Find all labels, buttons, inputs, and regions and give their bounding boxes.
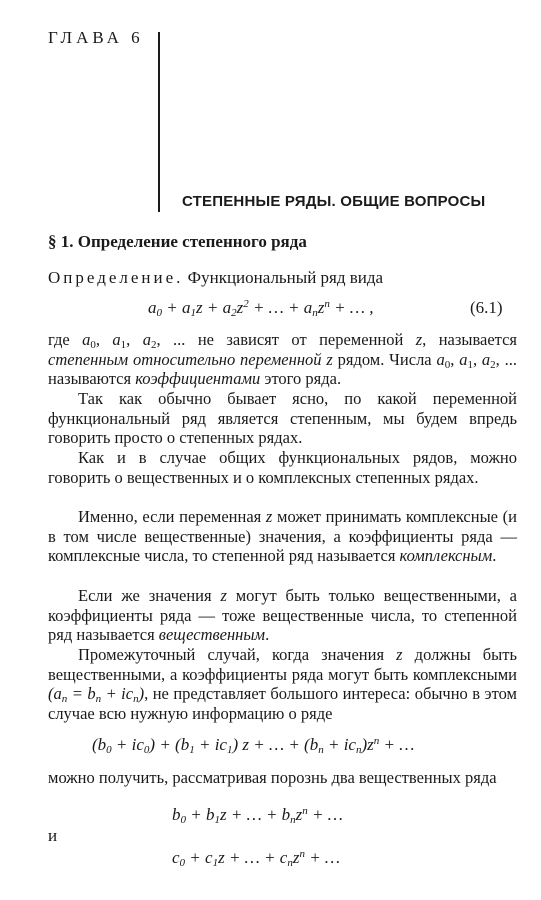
p1-emphasis-1: степенным относительно переменной z: [48, 349, 333, 369]
p6-text-a: Промежуточный случай, когда значения: [78, 645, 397, 664]
p5-emphasis: вещественным: [158, 625, 266, 645]
var-z: z: [265, 507, 273, 526]
p4-text-b: может принимать комплексные (и в том числе вещественные) значения, а коэффициенты ряда — комплексные числа, то степенной ряд называется: [48, 507, 517, 566]
p1-text-c: , называется: [422, 330, 518, 349]
paragraph-2: Так как обычно бывает ясно, по какой переменной функциональный ряд является степенным, мы будем впредь говорить просто о степенных рядах.: [48, 389, 517, 448]
var-z: z: [415, 330, 423, 349]
paragraph-4: [48, 507, 517, 566]
var-z: z: [220, 586, 227, 605]
equation-number: (6.1): [470, 298, 503, 317]
chapter-label: ГЛАВА 6: [48, 28, 144, 47]
formula-real-series-c: $c_0 + c_1z$ + … + $c_nz^n$ + …: [172, 848, 341, 869]
paragraph-5: [48, 586, 517, 645]
formula-6-1: $a_0 + a_1z + a_2z^2$ + … + $a_nz^n$ + … ,: [148, 298, 374, 319]
var-z: z: [396, 645, 403, 664]
definition-text: Функциональный ряд вида: [183, 268, 384, 287]
p6-text-c: , не представляет большого интереса: обычно в этом случае всю нужную информацию о ряде: [48, 684, 517, 723]
chapter-title: СТЕПЕННЫЕ РЯДЫ. ОБЩИЕ ВОПРОСЫ: [182, 193, 486, 210]
definition-line: [48, 268, 520, 287]
chapter-divider: [158, 32, 160, 212]
paragraph-6: Промежуточный случай, когда значения z должны быть вещественными, а коэффициенты ряда могут быть комплексными $(a_n = b_n + ic_n)$, не представляет большого интереса: обычно в этом случае всю нужную информацию о ряде: [48, 645, 517, 723]
section-heading: § 1. Определение степенного ряда: [48, 232, 307, 251]
paragraph-3: Как и в случае общих функциональных рядов, можно говорить о вещественных и о комплексных степенных рядах.: [48, 448, 517, 487]
paragraph-1: где $a_0$, $a_1$, $a_2$, ... не зависят от переменной z, называется степенным относительно переменной z рядом. Числа $a_0$, $a_1$, $a_2$, ... называются коэффициентами этого ряда.: [48, 330, 518, 389]
p4-text-a: Именно, если переменная: [78, 507, 266, 526]
p5-text-a: Если же значения: [78, 586, 221, 605]
p4-emphasis: комплексным: [399, 546, 493, 566]
p5-text-b: могут быть только вещественными, а коэффициенты ряда — тоже вещественные числа, то степенной ряд называется: [48, 586, 518, 645]
p1-text-d: рядом. Числа: [332, 349, 437, 369]
p1-text-b: , ... не зависят от переменной: [156, 330, 416, 349]
p4-text-c: .: [492, 546, 497, 566]
p1-text-a: где: [48, 330, 83, 349]
p1-text-e: , ... называются: [48, 349, 517, 389]
p5-text-c: .: [265, 625, 270, 645]
p1-text-f: этого ряда.: [260, 369, 342, 389]
p6-text-b: должны быть вещественными, а коэффициенты ряда могут быть комплексными: [48, 645, 517, 684]
p1-emphasis-2: коэффициентами: [135, 369, 261, 389]
paragraph-7: можно получить, рассматривая порознь два вещественных ряда: [48, 768, 497, 787]
conjunction-and: и: [48, 826, 58, 845]
definition-lead: Определение.: [48, 268, 184, 287]
formula-complex-series: $(b_0 + ic_0) + (b_1 + ic_1) z$ + … + $(b_n + ic_n)z^n$ + …: [92, 735, 415, 756]
formula-real-series-b: $b_0 + b_1z$ + … + $b_nz^n$ + …: [172, 805, 343, 826]
